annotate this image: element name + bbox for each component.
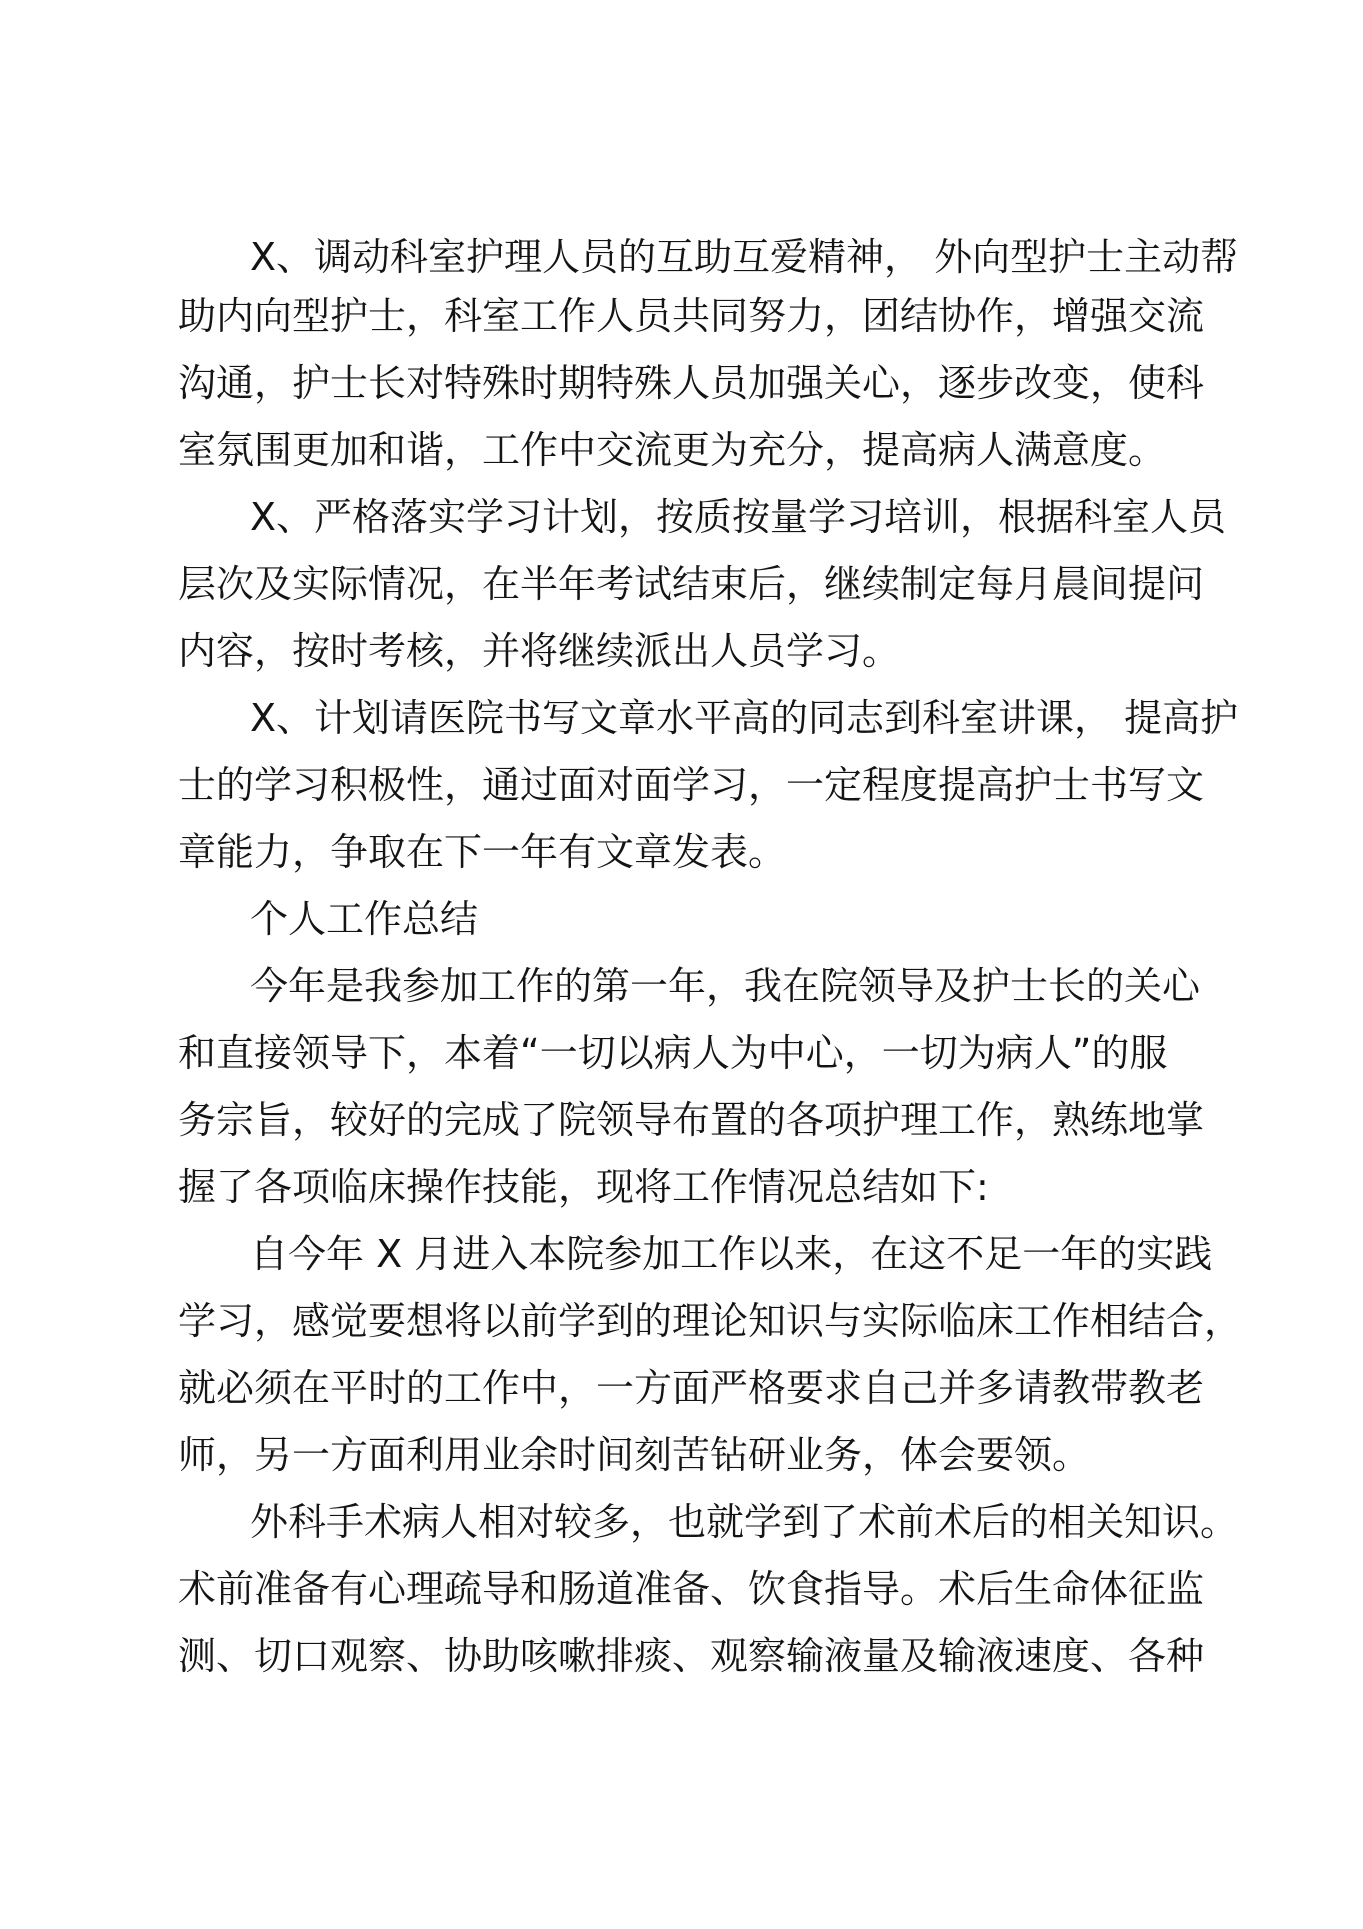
text-line: 章能力，争取在下一年有文章发表。 xyxy=(178,830,787,874)
text-line: 今年是我参加工作的第一年，我在院领导及护士长的关心 xyxy=(250,964,1201,1008)
text-line: 就必须在平时的工作中，一方面严格要求自己并多请教带教老 xyxy=(178,1366,1205,1410)
text-line: 沟通，护士长对特殊时期特殊人员加强关心，逐步改变，使科 xyxy=(178,361,1205,405)
text-line: 握了各项临床操作技能，现将工作情况总结如下: xyxy=(178,1165,989,1209)
section-heading: 个人工作总结 xyxy=(250,897,479,941)
text-line: X、调动科室护理人员的互助互爱精神， 外向型护士主动帮 xyxy=(250,235,1239,279)
text-line: 内容，按时考核，并将继续派出人员学习。 xyxy=(178,629,901,673)
text-line: 和直接领导下，本着“一切以病人为中心，一切为病人”的服 xyxy=(178,1031,1168,1075)
text-line: 自今年 X 月进入本院参加工作以来，在这不足一年的实践 xyxy=(250,1232,1213,1276)
text-line: 士的学习积极性，通过面对面学习，一定程度提高护士书写文 xyxy=(178,763,1205,807)
text-line: X、严格落实学习计划，按质按量学习培训，根据科室人员 xyxy=(250,495,1227,539)
text-line: 务宗旨，较好的完成了院领导布置的各项护理工作，熟练地掌 xyxy=(178,1098,1205,1142)
text-line: 层次及实际情况，在半年考试结束后，继续制定每月晨间提问 xyxy=(178,562,1205,606)
text-line: 测、切口观察、协助咳嗽排痰、观察输液量及输液速度、各种 xyxy=(178,1634,1205,1678)
text-line: 助内向型护士，科室工作人员共同努力，团结协作，增强交流 xyxy=(178,294,1205,338)
text-line: 室氛围更加和谐，工作中交流更为充分，提高病人满意度。 xyxy=(178,428,1167,472)
text-line: X、计划请医院书写文章水平高的同志到科室讲课， 提高护 xyxy=(250,696,1239,740)
text-line: 师，另一方面利用业余时间刻苦钻研业务，体会要领。 xyxy=(178,1433,1091,1477)
text-line: 学习，感觉要想将以前学到的理论知识与实际临床工作相结合， xyxy=(178,1299,1243,1343)
text-line: 外科手术病人相对较多，也就学到了术前术后的相关知识。 xyxy=(250,1500,1239,1544)
text-line: 术前准备有心理疏导和肠道准备、饮食指导。术后生命体征监 xyxy=(178,1567,1205,1611)
